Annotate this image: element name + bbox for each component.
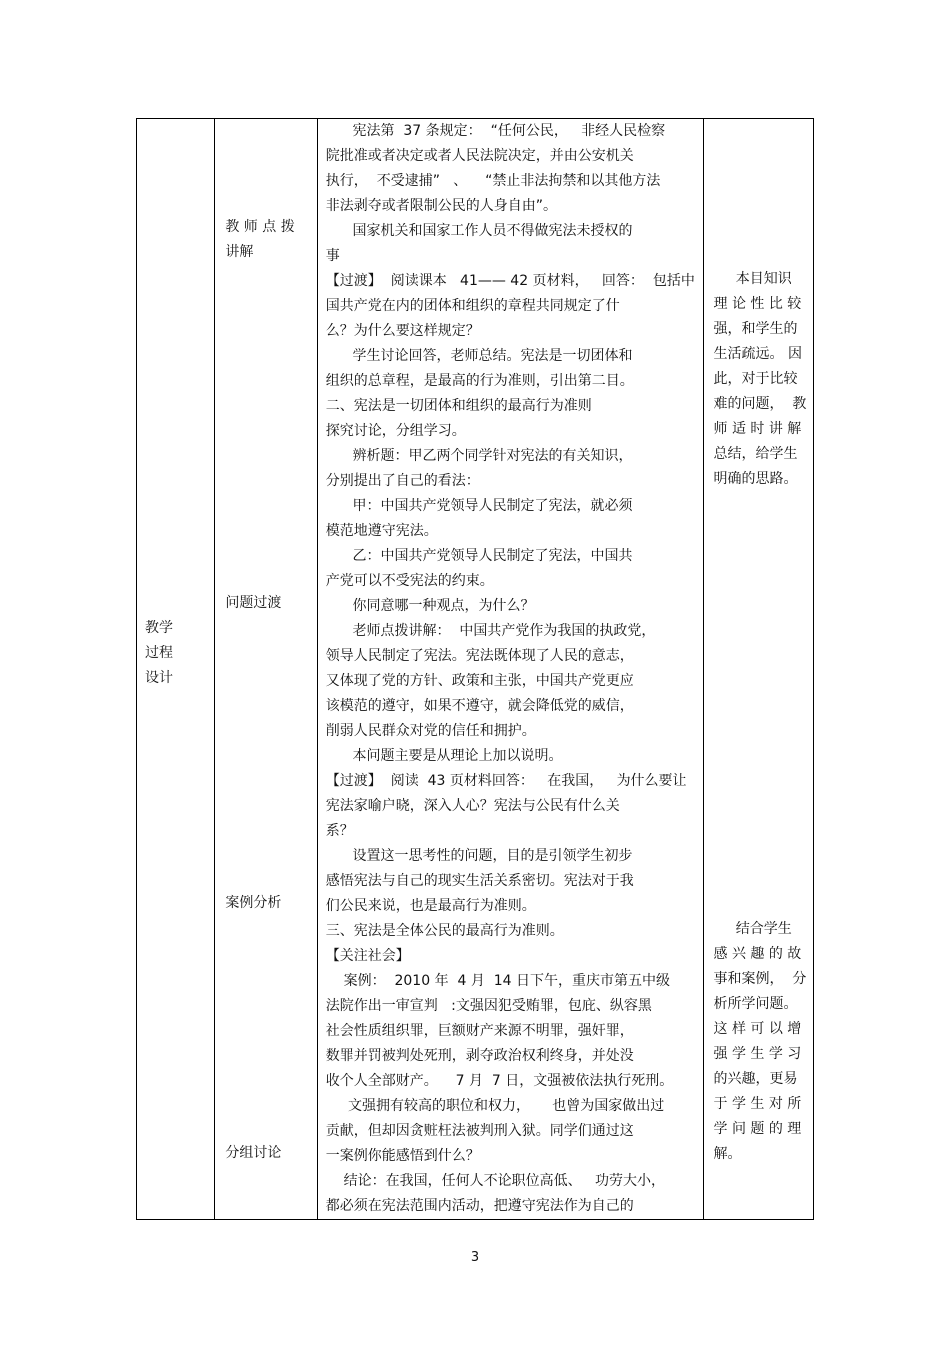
content-line: 宪法家喻户晓，深入人心？宪法与公民有什么关 — [325, 798, 620, 814]
section-label-line: 设计 — [145, 670, 173, 686]
note-line: 生活疏远。 因 — [713, 346, 802, 362]
stage-label-transition: 问题过渡 — [225, 595, 282, 611]
note-line: 于 学 生 对 所 — [713, 1096, 802, 1112]
content-line: 贡献，但却因贪赃枉法被判刑入狱。同学们通过这 — [325, 1123, 634, 1139]
content-body — [318, 119, 703, 1219]
content-line: 么？为什么要这样规定？ — [325, 323, 480, 339]
content-line: 【过渡】 阅读课本 41—— 42 页材料， 回答： 包括中 — [325, 273, 695, 289]
note-line: 学 问 题 的 理 — [713, 1121, 802, 1137]
table-row — [137, 119, 814, 1220]
content-line: 本问题主要是从理论上加以说明。 — [325, 748, 563, 764]
notes-cell — [703, 119, 814, 1220]
note-line: 感 兴 趣 的 故 — [713, 946, 802, 962]
content-line: 产党可以不受宪法的约束。 — [325, 573, 494, 589]
note-line: 的兴趣，更易 — [713, 1071, 798, 1087]
content-line: 国家机关和国家工作人员不得做宪法未授权的 — [325, 223, 633, 239]
section-label-cell — [137, 119, 215, 1220]
content-line: 设置这一思考性的问题，目的是引领学生初步 — [325, 848, 633, 864]
stage-label-case: 案例分析 — [225, 895, 282, 911]
note-line: 总结，给学生 — [713, 446, 798, 462]
content-line: 社会性质组织罪，巨额财产来源不明罪，强奸罪， — [325, 1023, 634, 1039]
content-line: 法院作出一审宣判 :文强因犯受贿罪，包庇、纵容黑 — [325, 998, 652, 1014]
note-line: 这 样 可 以 增 — [713, 1021, 802, 1037]
content-line: 你同意哪一种观点，为什么？ — [325, 598, 535, 614]
content-line: 案例： 2010 年 4 月 14 日下午，重庆市第五中级 — [325, 973, 670, 989]
section-label — [137, 616, 214, 691]
stage-label-line: 教 师 点 拨 — [225, 219, 295, 235]
note-line: 本目知识 — [713, 271, 792, 287]
note-line: 理 论 性 比 较 — [713, 296, 802, 312]
content-line: 领导人民制定了宪法。宪法既体现了人民的意志， — [325, 648, 634, 664]
content-line: 都必须在宪法范围内活动，把遵守宪法作为自己的 — [325, 1198, 634, 1214]
stage-label-teacher — [225, 215, 312, 265]
note-line: 师 适 时 讲 解 — [713, 421, 802, 437]
content-line: 甲：中国共产党领导人民制定了宪法，就必须 — [325, 498, 633, 514]
content-line: 收个人全部财产。 7 月 7 日，文强被依法执行死刑。 — [325, 1073, 674, 1089]
content-line: 文强拥有较高的职位和权力， 也曾为国家做出过 — [325, 1098, 665, 1114]
content-line: 数罪并罚被判处死刑，剥夺政治权利终身，并处没 — [325, 1048, 634, 1064]
content-line: 老师点拨讲解： 中国共产党作为我国的执政党， — [325, 623, 656, 639]
teaching-note-1 — [714, 267, 806, 492]
note-line: 析所学问题。 — [713, 996, 798, 1012]
section-label-line: 教学 — [145, 620, 173, 636]
content-line: 宪法第 37 条规定： “任何公民， 非经人民检察 — [325, 123, 666, 139]
content-line: 执行， 不受逮捕” 、 “禁止非法拘禁和以其他方法 — [325, 173, 661, 189]
content-line: 们公民来说，也是最高行为准则。 — [325, 898, 536, 914]
content-line: 该模范的遵守，如果不遵守，就会降低党的威信， — [325, 698, 634, 714]
teaching-note-2 — [714, 917, 806, 1167]
note-line: 强 学 生 学 习 — [713, 1046, 802, 1062]
note-line: 明确的思路。 — [713, 471, 798, 487]
content-line: 【关注社会】 — [325, 948, 410, 964]
content-line: 结论：在我国，任何人不论职位高低、 功劳大小， — [325, 1173, 665, 1189]
content-cell — [317, 119, 703, 1220]
content-line: 模范地遵守宪法。 — [325, 523, 438, 539]
content-line: 分别提出了自己的看法： — [325, 473, 480, 489]
section-label-line: 过程 — [145, 645, 173, 661]
content-line: 国共产党在内的团体和组织的章程共同规定了什 — [325, 298, 620, 314]
content-line: 事 — [325, 248, 340, 264]
content-line: 削弱人民群众对党的信任和拥护。 — [325, 723, 536, 739]
note-line: 强，和学生的 — [713, 321, 798, 337]
content-line: 探究讨论，分组学习。 — [325, 423, 466, 439]
content-line: 三、宪法是全体公民的最高行为准则。 — [325, 923, 564, 939]
content-line: 二、宪法是一切团体和组织的最高行为准则 — [325, 398, 592, 414]
stage-label-line: 讲解 — [225, 244, 254, 260]
stage-label-group: 分组讨论 — [225, 1145, 282, 1161]
content-line: 系？ — [325, 823, 354, 839]
content-line: 非法剥夺或者限制公民的人身自由”。 — [325, 198, 558, 214]
content-line: 辨析题：甲乙两个同学针对宪法的有关知识， — [325, 448, 633, 464]
content-line: 院批准或者决定或者人民法院决定，并由公安机关 — [325, 148, 634, 164]
content-line: 学生讨论回答，老师总结。宪法是一切团体和 — [325, 348, 633, 364]
note-line: 解。 — [713, 1146, 742, 1162]
lesson-plan-table — [136, 118, 814, 1220]
content-line: 乙：中国共产党领导人民制定了宪法，中国共 — [325, 548, 633, 564]
note-line: 结合学生 — [713, 921, 792, 937]
note-line: 事和案例， 分 — [713, 971, 807, 987]
content-line: 又体现了党的方针、政策和主张，中国共产党更应 — [325, 673, 634, 689]
note-line: 难的问题， 教 — [713, 396, 807, 412]
content-line: 一案例你能感悟到什么？ — [325, 1148, 480, 1164]
page-number: 3 — [470, 1250, 480, 1265]
content-line: 组织的总章程，是最高的行为准则，引出第二目。 — [325, 373, 634, 389]
stage-label-cell — [215, 119, 317, 1220]
content-line: 感悟宪法与自己的现实生活关系密切。宪法对于我 — [325, 873, 634, 889]
content-line: 【过渡】 阅读 43 页材料回答： 在我国， 为什么要让 — [325, 773, 687, 789]
note-line: 此，对于比较 — [713, 371, 798, 387]
